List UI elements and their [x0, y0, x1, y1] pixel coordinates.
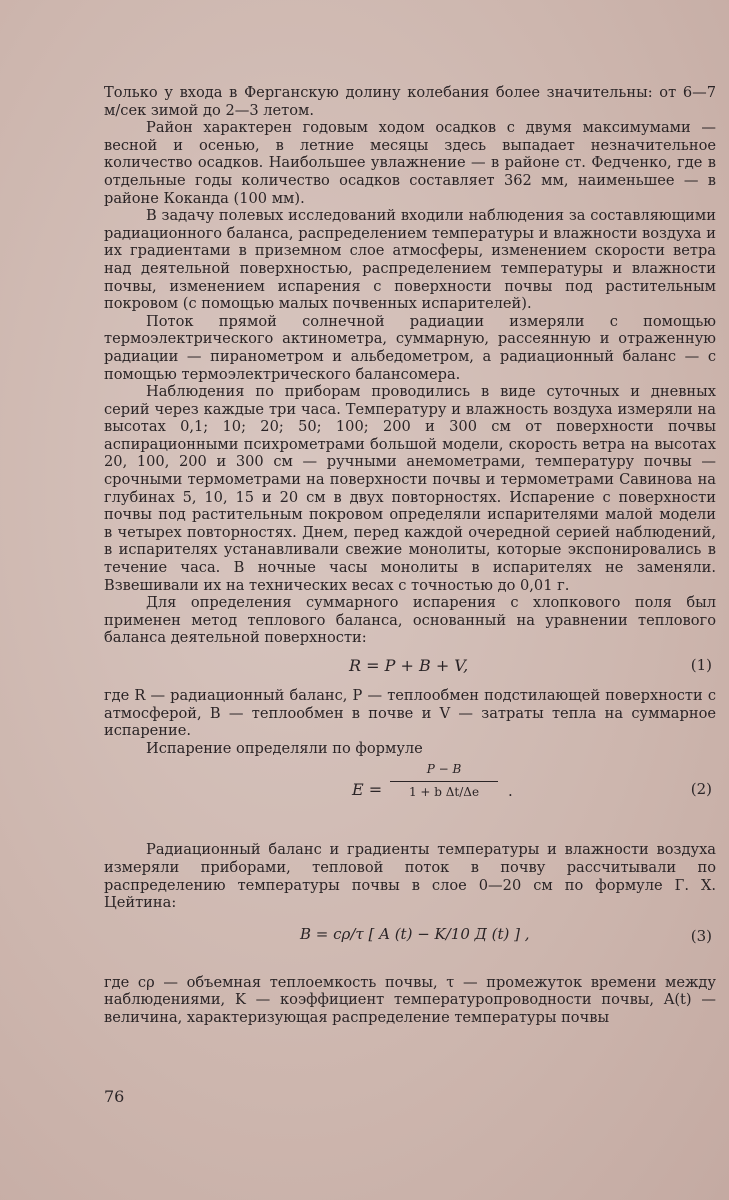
formula-2-tail: . [508, 782, 513, 801]
formula-3-expression: B = cρ/τ [ A (t) − K/10 Д (t) ] , [300, 924, 530, 943]
paragraph: В задачу полевых исследований входили наблюдения за составляющими радиационного баланса, распределением температуры и влажности воздуха и их градиентами в приземном слое атмосферы, изменением скорости ветра над деятельной поверхностью, распределением температуры и влажности почвы, изменением испарения с поверхности почвы под растительным покровом (с помощью малых почвенных испарителей). [104, 207, 716, 313]
formula-2-lhs: E = [352, 780, 383, 800]
formula-1-number: (1) [690, 656, 712, 674]
paragraph: где R — радиационный баланс, P — теплообмен подстилающей поверхности с атмосферой, B — теплообмен в почве и V — затраты тепла на суммарное испарение. [104, 687, 716, 740]
paragraph: Испарение определяли по формуле [146, 739, 423, 757]
formula-3-number: (3) [690, 926, 712, 945]
formula-2 [104, 761, 716, 823]
formula-2-numerator: P − B [426, 762, 462, 777]
body-text [104, 84, 716, 1027]
paragraph: где cρ — объемная теплоемкость почвы, τ — промежуток времени между наблюдениями, K — коэффициент температуропроводности почвы, A(t) — величина, характеризующая распределение температуры почвы [104, 973, 716, 1026]
paragraph: Только у входа в Ферганскую долину колебания более значительны: от 6—7 м/сек зимой до 2—3 летом. [104, 84, 716, 119]
paragraph: Для определения суммарного испарения с хлопкового поля был применен метод теплового баланса, основанный на уравнении теплового баланса деятельной поверхности: [104, 594, 716, 647]
page-number: 76 [104, 1087, 125, 1106]
formula-1 [104, 653, 716, 683]
paragraph: Поток прямой солнечной радиации измеряли с помощью термоэлектрического актинометра, суммарную, рассеянную и отраженную радиации — пиранометром и альбедометром, а радиационный баланс — с помощью термоэлектрического балансомера. [104, 312, 716, 383]
paragraph: Радиационный баланс и градиенты температуры и влажности воздуха измеряли приборами, тепловой поток в почву рассчитывали по распределению температуры почвы в слое 0—20 см по формуле Г. Х. Цейтина: [104, 841, 716, 912]
paragraph: Район характерен годовым ходом осадков с двумя максимумами — весной и осенью, в летние месяцы здесь выпадает незначительное количество осадков. Наибольшее увлажнение — в районе ст. Федченко, где в отдельные годы количество осадков составляет 362 мм, наименьшее — в районе Коканда (100 мм). [104, 119, 716, 207]
paragraph: Наблюдения по приборам проводились в виде суточных и дневных серий через каждые три часа. Температуру и влажность воздуха измеряли на высотах 0,1; 10; 20; 50; 100; 200 и 300 см от поверхности почвы аспирационными психрометрами большой модели, скорость ветра на высотах 20, 100, 200 и 300 см — ручными анемометрами, температуру почвы — срочными термометрами на поверхности почвы и термометрами Савинова на глубинах 5, 10, 15 и 20 см в двух повторностях. Испарение с поверхности почвы под растительным покровом определяли испарителями малой модели в четырех повторностях. Днем, перед каждой очередной серией наблюдений, в испарителях устанавливали свежие монолиты, которые экспонировались в течение часа. В ночные часы монолиты в испарителях не заменяли. Взвешивали их на технических весах с точностью до 0,01 г. [104, 383, 716, 594]
formula-2-denominator: 1 + b Δt/Δe [408, 784, 480, 799]
formula-3 [104, 916, 716, 962]
formula-1-expression: R = P + B + V, [349, 656, 469, 675]
formula-2-number: (2) [690, 780, 712, 799]
formula-2-fraction [390, 761, 498, 801]
fraction-bar [390, 781, 498, 782]
